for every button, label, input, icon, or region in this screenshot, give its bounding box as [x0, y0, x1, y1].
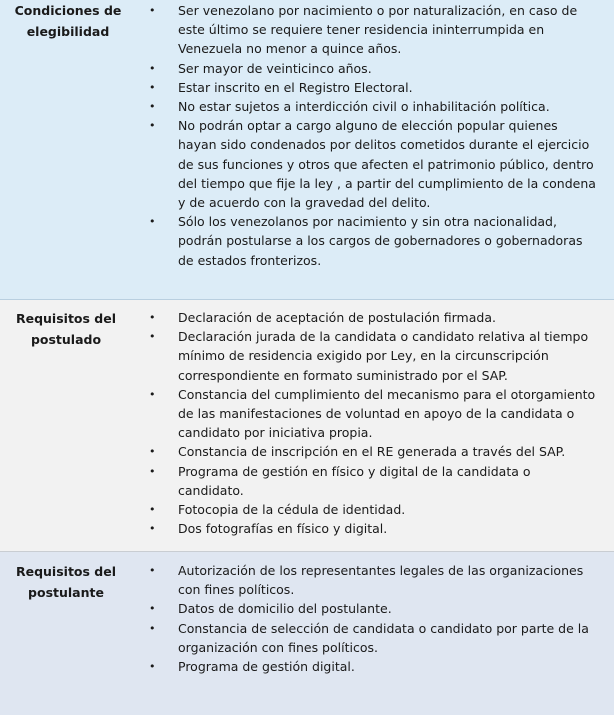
- list-item: [132, 385, 600, 443]
- bullet-list: [132, 561, 600, 676]
- list-item-text: Fotocopia de la cédula de identidad.: [178, 502, 406, 518]
- bullet-icon: •: [149, 621, 156, 635]
- list-item: [132, 561, 600, 599]
- bullet-icon: •: [149, 464, 156, 478]
- list-item-text: Constancia de selección de candidata o candidato por parte de la organización con fines políticos.: [178, 620, 589, 655]
- bullet-icon: •: [149, 215, 156, 229]
- section-label-line2: postulante: [28, 585, 104, 600]
- section-label: [0, 300, 132, 551]
- list-item: [132, 599, 600, 618]
- bullet-icon: •: [149, 100, 156, 114]
- bullet-icon: •: [149, 387, 156, 401]
- list-item-text: Programa de gestión en físico y digital de la candidata o candidato.: [178, 463, 531, 498]
- bullet-icon: •: [149, 330, 156, 344]
- bullet-icon: •: [149, 61, 156, 75]
- list-item-text: Ser mayor de veinticinco años.: [178, 60, 372, 76]
- section-label-line2: elegibilidad: [26, 24, 110, 39]
- bullet-icon: •: [149, 503, 156, 517]
- list-item-text: Declaración de aceptación de postulación firmada.: [178, 310, 496, 325]
- section-label-line1: Requisitos del: [15, 311, 117, 326]
- list-item-text: Datos de domicilio del postulante.: [178, 601, 392, 617]
- section-row-elegibilidad: [0, 0, 614, 300]
- section-content: [132, 0, 614, 299]
- bullet-icon: •: [149, 80, 156, 94]
- list-item: [132, 308, 600, 327]
- section-label-line1: Requisitos del: [15, 564, 117, 579]
- bullet-icon: •: [149, 522, 156, 536]
- list-item-text: Autorización de los representantes legales de las organizaciones con fines políticos.: [178, 563, 584, 598]
- section-content: [132, 552, 614, 715]
- list-item: [132, 327, 600, 385]
- list-item-text: Declaración jurada de la candidata o candidato relativa al tiempo mínimo de residencia exigido por Ley, en la circunscripción correspondiente en formato suministrado por el SAP.: [178, 329, 589, 383]
- section-label: [0, 0, 132, 299]
- bullet-icon: •: [149, 119, 156, 133]
- bullet-icon: •: [149, 311, 156, 324]
- bullet-icon: •: [149, 660, 156, 674]
- bullet-icon: •: [149, 564, 156, 577]
- section-label: [0, 552, 132, 715]
- list-item: [132, 212, 600, 270]
- list-item: [132, 78, 600, 97]
- list-item: [132, 657, 600, 676]
- list-item-text: No estar sujetos a interdicción civil o inhabilitación política.: [178, 99, 550, 115]
- bullet-icon: •: [149, 445, 156, 459]
- section-label-line1: Condiciones de: [14, 3, 122, 18]
- list-item-text: Constancia del cumplimiento del mecanismo para el otorgamiento de las manifestaciones de voluntad en apoyo de la candidata o candidato por iniciativa propia.: [178, 386, 596, 441]
- list-item: [132, 116, 600, 212]
- list-item-text: Sólo los venezolanos por nacimiento y sin otra nacionalidad, podrán postularse a los cargos de gobernadores o gobernadoras de estados fronterizos.: [178, 214, 583, 268]
- list-item: [132, 519, 600, 538]
- section-row-postulante: [0, 552, 614, 715]
- bullet-icon: •: [149, 4, 156, 17]
- bullet-icon: •: [149, 602, 156, 616]
- list-item-text: No podrán optar a cargo alguno de elección popular quienes hayan sido condenados por delitos cometidos durante el ejercicio de sus funciones y otros que afecten el patrimonio público, dentro del tiempo que fije la ley , a partir del cumplimiento de la condena y de acuerdo con la gravedad del delito.: [178, 118, 596, 211]
- bullet-list: [132, 1, 600, 270]
- list-item: [132, 462, 600, 500]
- list-item-text: Estar inscrito en el Registro Electoral.: [178, 79, 413, 95]
- list-item: [132, 59, 600, 78]
- list-item-text: Ser venezolano por nacimiento o por naturalización, en caso de este último se requiere tener residencia ininterrumpida en Venezuela no menor a quince años.: [178, 3, 578, 57]
- list-item: [132, 442, 600, 461]
- section-content: [132, 300, 614, 551]
- list-item: [132, 1, 600, 59]
- list-item-text: Dos fotografías en físico y digital.: [178, 521, 388, 537]
- section-label-line2: postulado: [30, 332, 102, 347]
- bullet-list: [132, 308, 600, 538]
- list-item: [132, 97, 600, 116]
- list-item: [132, 619, 600, 657]
- list-item: [132, 500, 600, 519]
- list-item-text: Programa de gestión digital.: [178, 659, 355, 675]
- section-row-postulado: [0, 300, 614, 552]
- list-item-text: Constancia de inscripción en el RE generada a través del SAP.: [178, 444, 566, 460]
